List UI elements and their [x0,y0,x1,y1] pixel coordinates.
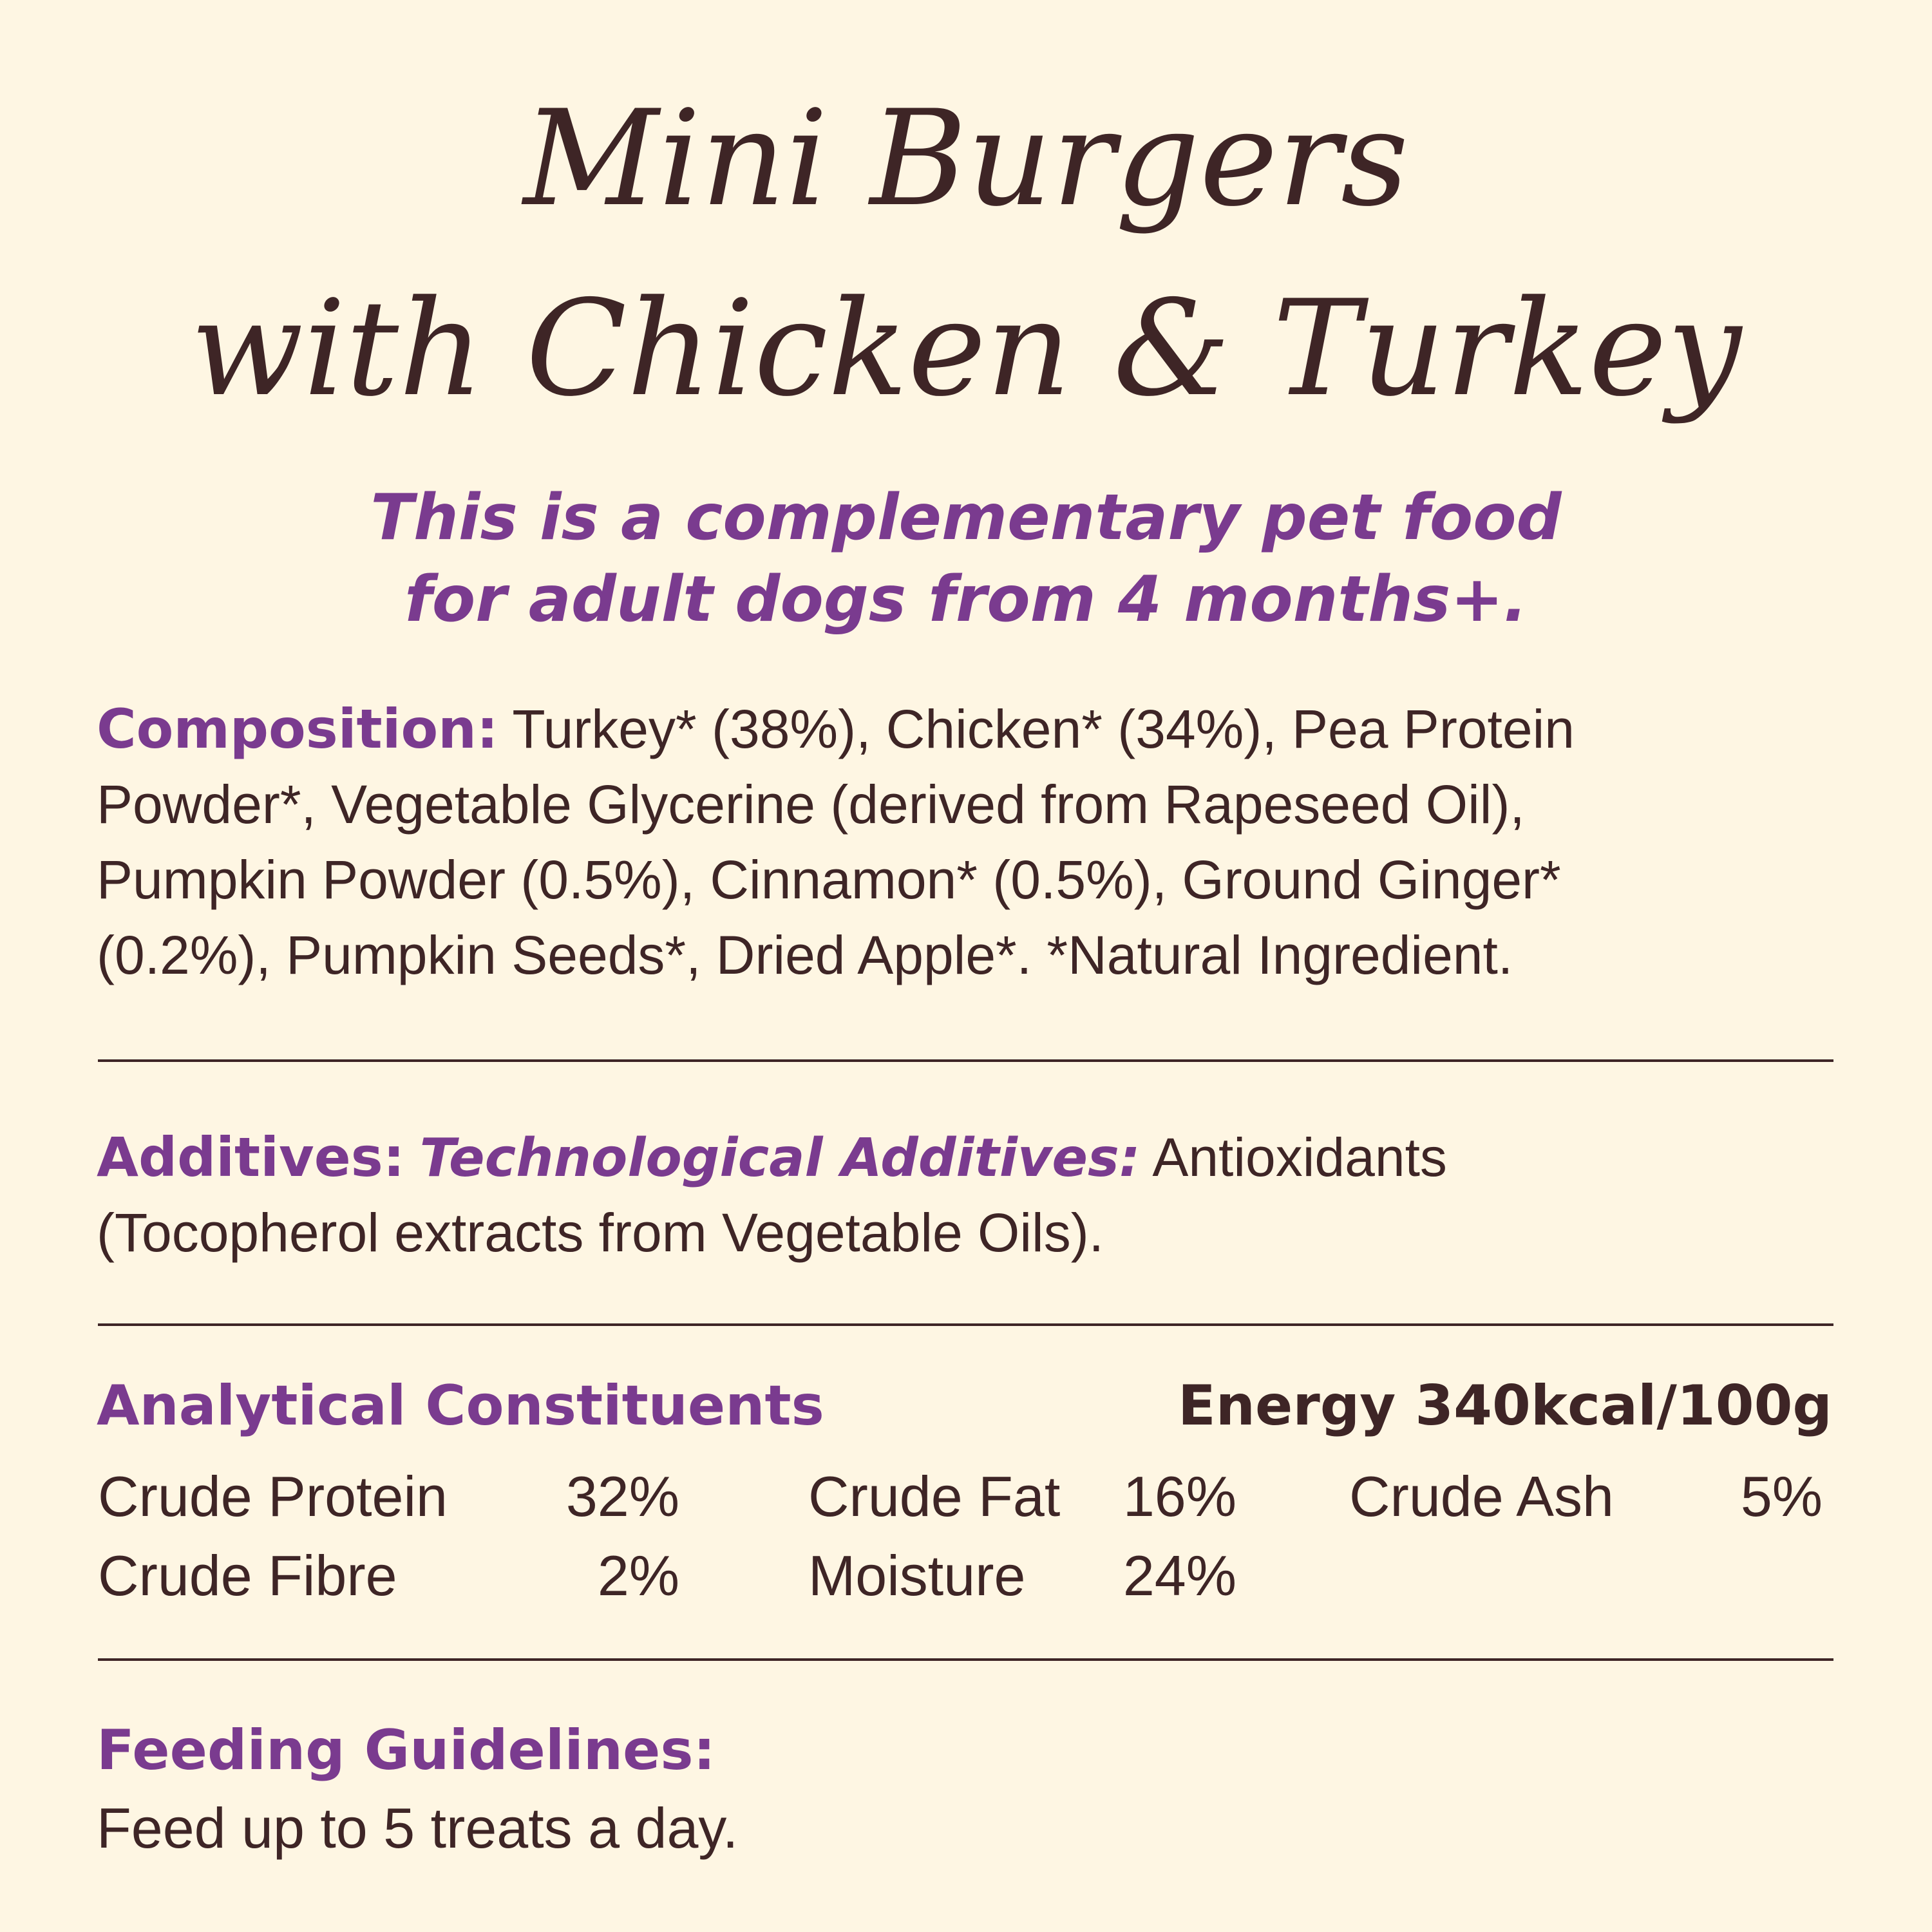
constituent-value: 5% [1740,1464,1823,1528]
constituent-value: 2% [597,1544,679,1607]
constituent-name: Crude Protein [98,1464,448,1528]
composition-line-2: Powder*, Vegetable Glycerine (derived from Rapeseed Oil), [97,774,1525,835]
constituent-name: Moisture [808,1544,1026,1607]
additives-text-1: Antioxidants [1140,1127,1447,1188]
additives-line-2: (Tocopherol extracts from Vegetable Oils). [97,1202,1104,1263]
composition-line-1 [97,697,1575,761]
constituent-value: 16% [1122,1464,1236,1528]
divider [98,1658,1833,1661]
product-title-line-2: with Chicken & Turkey [190,272,1742,426]
constituent-value: 24% [1122,1544,1236,1607]
constituent-name: Crude Fat [808,1464,1061,1528]
composition-text-1: Turkey* (38%), Chicken* (34%), Pea Protein [498,699,1575,759]
divider [98,1059,1833,1062]
feeding-label: Feeding Guidelines: [97,1718,715,1783]
constituent-value: 32% [565,1464,679,1528]
additives-line-1 [97,1126,1447,1189]
analytical-heading: Analytical Constituents [97,1374,824,1438]
energy-value: Energy 340kcal/100g [1178,1374,1832,1438]
divider [98,1323,1833,1326]
additives-label: Additives: [97,1126,405,1189]
subtitle-line-2: for adult dogs from 4 months+. [404,563,1528,636]
product-title-line-1: Mini Burgers [523,82,1409,236]
feeding-text: Feed up to 5 treats a day. [97,1796,739,1860]
technological-additives-label: Technological Additives: [419,1128,1141,1189]
constituent-name: Crude Ash [1349,1464,1614,1528]
composition-line-3: Pumpkin Powder (0.5%), Cinnamon* (0.5%), Ground Ginger* [97,849,1561,910]
constituent-name: Crude Fibre [98,1544,397,1607]
subtitle-line-1: This is a complementary pet food [370,481,1562,554]
composition-line-4: (0.2%), Pumpkin Seeds*, Dried Apple*. *Natural Ingredient. [97,925,1513,985]
composition-label: Composition: [97,697,498,761]
